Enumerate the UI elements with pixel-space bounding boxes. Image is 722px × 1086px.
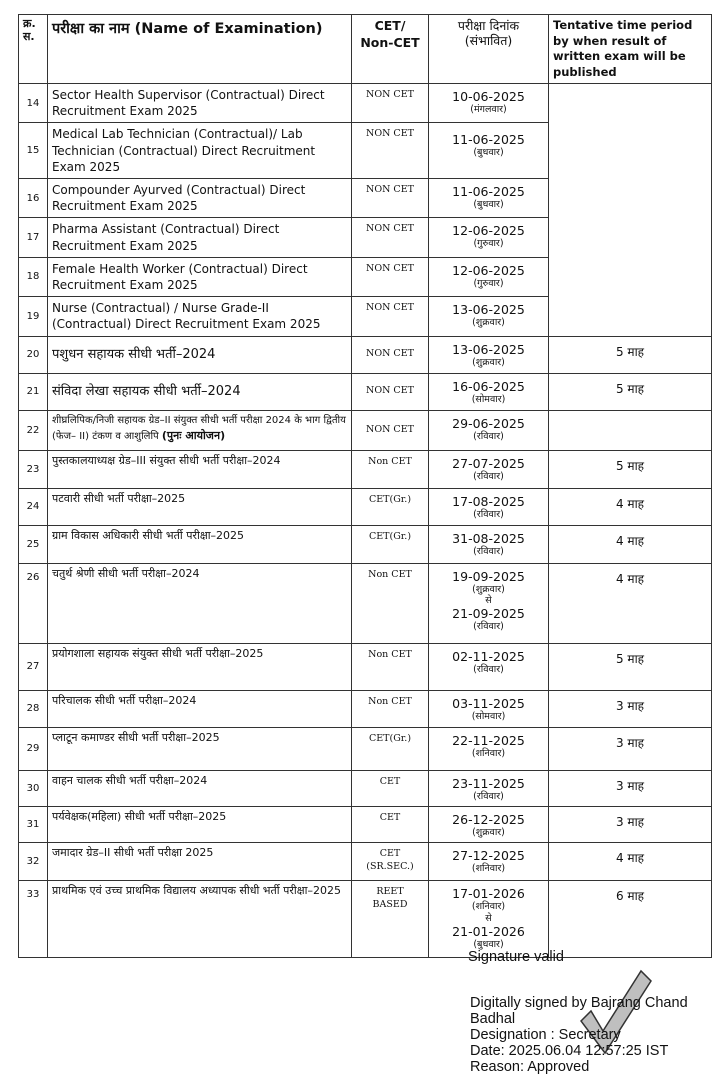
header-date-line2: (संभावित) xyxy=(464,33,513,48)
row-day: (शनिवार) xyxy=(471,747,506,759)
digital-signature-block xyxy=(470,945,720,1080)
row-date: 10-06-2025 xyxy=(452,89,525,105)
row-category: NON CET xyxy=(352,410,429,450)
signature-details xyxy=(470,995,688,1075)
row-result-time: 4 माह xyxy=(549,563,712,643)
row-exam-name: Sector Health Supervisor (Contractual) Direct Recruitment Exam 2025 xyxy=(48,84,352,123)
row-category: NON CET xyxy=(352,297,429,336)
table-row xyxy=(19,806,712,842)
row-exam-date xyxy=(429,690,549,727)
row-exam-name: Pharma Assistant (Contractual) Direct Recruitment Exam 2025 xyxy=(48,218,352,257)
row-exam-date xyxy=(429,257,549,296)
row-exam-name: Nurse (Contractual) / Nurse Grade-II (Contractual) Direct Recruitment Exam 2025 xyxy=(48,297,352,336)
table-row xyxy=(19,770,712,806)
reason-line: Reason: Approved xyxy=(470,1059,590,1075)
row-exam-date xyxy=(429,218,549,257)
row-day: (बुधवार) xyxy=(473,199,504,210)
row-result-time: 4 माह xyxy=(549,843,712,881)
designation-line: Designation : Secretary xyxy=(470,1027,621,1043)
row-exam-date xyxy=(429,373,549,410)
table-row xyxy=(19,336,712,373)
table-row xyxy=(19,843,712,881)
row-date-separator: से xyxy=(485,594,492,606)
row-category: CET(Gr.) xyxy=(352,727,429,770)
row-exam-name: पशुधन सहायक सीधी भर्ती–2024 xyxy=(48,336,352,373)
row-result-time: 5 माह xyxy=(549,336,712,373)
row-date-end: 21-09-2025 xyxy=(452,606,525,622)
row-result-time: 4 माह xyxy=(549,488,712,525)
row-day: (सोमवार) xyxy=(471,393,506,405)
row-category xyxy=(352,881,429,958)
table-row xyxy=(19,690,712,727)
row-category: CET(Gr.) xyxy=(352,488,429,525)
row-serial-number: 16 xyxy=(19,179,48,218)
row-exam-date xyxy=(429,643,549,690)
row-exam-name-text: शीघ्रलिपिक/निजी सहायक ग्रेड–II संयुक्त सीधी भर्ती परीक्षा 2024 के भाग द्वितीय (फेज– II) टंकण व आशुलिपि xyxy=(52,414,346,442)
row-day: (शुक्रवार) xyxy=(472,356,505,368)
row-exam-date xyxy=(429,297,549,336)
row-day: (रविवार) xyxy=(473,508,504,520)
row-serial-number: 29 xyxy=(19,727,48,770)
row-exam-date xyxy=(429,770,549,806)
row-day: (शुक्रवार) xyxy=(472,826,505,838)
table-row xyxy=(19,643,712,690)
exam-schedule-table xyxy=(18,14,712,958)
row-day-end: (बुधवार) xyxy=(473,938,504,950)
date-line: Date: 2025.06.04 12:57:25 IST xyxy=(470,1043,669,1059)
header-category xyxy=(352,15,429,84)
row-category-line2: BASED xyxy=(372,898,408,910)
row-result-time-empty xyxy=(549,84,712,336)
row-exam-date xyxy=(429,843,549,881)
row-day: (मंगलवार) xyxy=(470,104,507,116)
row-exam-date xyxy=(429,84,549,123)
header-exam-date xyxy=(429,15,549,84)
row-exam-date xyxy=(429,727,549,770)
row-date: 27-12-2025 xyxy=(452,848,525,864)
row-date: 23-11-2025 xyxy=(452,775,525,791)
row-result-time-empty xyxy=(549,410,712,450)
row-serial-number: 19 xyxy=(19,297,48,336)
row-category: CET xyxy=(352,770,429,806)
row-exam-name: प्लाटून कमाण्डर सीधी भर्ती परीक्षा–2025 xyxy=(48,727,352,770)
row-category: CET(Gr.) xyxy=(352,525,429,563)
row-exam-date xyxy=(429,410,549,450)
row-date: 19-09-2025 xyxy=(452,568,525,584)
row-category: NON CET xyxy=(352,373,429,410)
row-date: 22-11-2025 xyxy=(452,732,525,748)
row-day: (रविवार) xyxy=(473,790,504,802)
row-day: (रविवार) xyxy=(473,470,504,482)
row-exam-name: जमादार ग्रेड–II सीधी भर्ती परीक्षा 2025 xyxy=(48,843,352,881)
table-row xyxy=(19,727,712,770)
row-result-time: 3 माह xyxy=(549,806,712,842)
header-exam-name: परीक्षा का नाम (Name of Examination) xyxy=(48,15,352,84)
row-result-time: 5 माह xyxy=(549,643,712,690)
row-category: NON CET xyxy=(352,179,429,218)
row-date: 29-06-2025 xyxy=(452,415,525,431)
row-serial-number: 33 xyxy=(19,881,48,958)
row-exam-name: पुस्तकालयाध्यक्ष ग्रेड–III संयुक्त सीधी भर्ती परीक्षा–2024 xyxy=(48,450,352,488)
row-date: 13-06-2025 xyxy=(452,302,525,318)
row-exam-name: प्राथमिक एवं उच्च प्राथमिक विद्यालय अध्यापक सीधी भर्ती परीक्षा–2025 xyxy=(48,881,352,958)
row-date: 12-06-2025 xyxy=(452,262,525,278)
signed-by-line: Digitally signed by Bajrang Chand xyxy=(470,995,688,1011)
row-exam-date xyxy=(429,525,549,563)
signature-status: Signature valid xyxy=(468,949,564,965)
table-row xyxy=(19,525,712,563)
row-day: (शुक्रवार) xyxy=(472,583,505,595)
row-day: (रविवार) xyxy=(473,545,504,557)
row-serial-number: 31 xyxy=(19,806,48,842)
row-category xyxy=(352,843,429,881)
row-category: Non CET xyxy=(352,563,429,643)
table-header-row xyxy=(19,15,712,84)
row-serial-number: 30 xyxy=(19,770,48,806)
row-category: NON CET xyxy=(352,257,429,296)
row-serial-number: 15 xyxy=(19,123,48,179)
row-date-separator: से xyxy=(485,912,492,924)
row-serial-number: 14 xyxy=(19,84,48,123)
header-category-line1: CET/ xyxy=(374,18,406,33)
row-serial-number: 28 xyxy=(19,690,48,727)
row-day: (सोमवार) xyxy=(471,710,506,722)
row-serial-number: 26 xyxy=(19,563,48,643)
row-date: 31-08-2025 xyxy=(452,530,525,546)
row-day: (शुक्रवार) xyxy=(472,317,505,329)
row-exam-name: पर्यवेक्षक(महिला) सीधी भर्ती परीक्षा–2025 xyxy=(48,806,352,842)
row-exam-name: प्रयोगशाला सहायक संयुक्त सीधी भर्ती परीक्षा–2025 xyxy=(48,643,352,690)
row-result-time: 5 माह xyxy=(549,450,712,488)
row-serial-number: 21 xyxy=(19,373,48,410)
table-row xyxy=(19,410,712,450)
row-exam-name: ग्राम विकास अधिकारी सीधी भर्ती परीक्षा–2025 xyxy=(48,525,352,563)
row-category: Non CET xyxy=(352,643,429,690)
row-day: (बुधवार) xyxy=(473,147,504,159)
row-exam-name: Medical Lab Technician (Contractual)/ Lab Technician (Contractual) Direct Recruitment Exam 2025 xyxy=(48,123,352,179)
row-serial-number: 27 xyxy=(19,643,48,690)
row-date: 13-06-2025 xyxy=(452,341,525,357)
row-serial-number: 23 xyxy=(19,450,48,488)
row-result-time: 3 माह xyxy=(549,770,712,806)
row-category-line1: REET xyxy=(376,886,404,898)
row-serial-number: 17 xyxy=(19,218,48,257)
row-exam-date xyxy=(429,806,549,842)
row-exam-date xyxy=(429,450,549,488)
row-category-line1: CET xyxy=(379,848,401,860)
row-result-time: 6 माह xyxy=(549,881,712,958)
row-serial-number: 24 xyxy=(19,488,48,525)
row-category: NON CET xyxy=(352,123,429,179)
row-date: 17-01-2026 xyxy=(452,886,525,902)
table-row xyxy=(19,563,712,643)
row-date: 16-06-2025 xyxy=(452,378,525,394)
row-category: CET xyxy=(352,806,429,842)
row-day: (गुरुवार) xyxy=(473,277,504,289)
row-category: NON CET xyxy=(352,218,429,257)
row-exam-name: पटवारी सीधी भर्ती परीक्षा–2025 xyxy=(48,488,352,525)
row-serial-number: 20 xyxy=(19,336,48,373)
row-day: (गुरुवार) xyxy=(473,238,504,250)
header-category-line2: Non-CET xyxy=(360,34,420,50)
row-exam-date xyxy=(429,123,549,179)
row-date: 27-07-2025 xyxy=(452,455,525,471)
row-day: (रविवार) xyxy=(473,663,504,675)
row-serial-number: 25 xyxy=(19,525,48,563)
row-exam-name-bold: (पुनः आयोजन) xyxy=(161,428,226,442)
row-exam-name: संविदा लेखा सहायक सीधी भर्ती–2024 xyxy=(48,373,352,410)
row-result-time: 3 माह xyxy=(549,690,712,727)
table-row xyxy=(19,450,712,488)
signed-by-line-cont: Badhal xyxy=(470,1011,516,1027)
row-exam-date xyxy=(429,336,549,373)
row-category: Non CET xyxy=(352,450,429,488)
row-date: 11-06-2025 xyxy=(452,184,525,199)
row-category: NON CET xyxy=(352,336,429,373)
row-exam-name: Compounder Ayurved (Contractual) Direct Recruitment Exam 2025 xyxy=(48,179,352,218)
row-exam-name: चतुर्थ श्रेणी सीधी भर्ती परीक्षा–2024 xyxy=(48,563,352,643)
row-day: (शनिवार) xyxy=(471,901,506,913)
row-exam-name: परिचालक सीधी भर्ती परीक्षा–2024 xyxy=(48,690,352,727)
row-result-time: 4 माह xyxy=(549,525,712,563)
table-row xyxy=(19,488,712,525)
row-date-end: 21-01-2026 xyxy=(452,923,525,939)
header-serial-number: क्र. स. xyxy=(19,15,48,84)
row-exam-name: वाहन चालक सीधी भर्ती परीक्षा–2024 xyxy=(48,770,352,806)
row-category: Non CET xyxy=(352,690,429,727)
row-date: 11-06-2025 xyxy=(452,132,525,148)
row-exam-date xyxy=(429,488,549,525)
row-exam-name: Female Health Worker (Contractual) Direct Recruitment Exam 2025 xyxy=(48,257,352,296)
row-exam-date xyxy=(429,563,549,643)
row-serial-number: 32 xyxy=(19,843,48,881)
row-date: 17-08-2025 xyxy=(452,493,525,509)
row-date: 02-11-2025 xyxy=(452,648,525,664)
table-row xyxy=(19,373,712,410)
row-result-time: 5 माह xyxy=(549,373,712,410)
row-exam-name xyxy=(48,410,352,450)
table-row xyxy=(19,84,712,123)
row-date: 26-12-2025 xyxy=(452,811,525,827)
row-category-line2: (SR.SEC.) xyxy=(366,860,414,872)
row-result-time: 3 माह xyxy=(549,727,712,770)
row-exam-date xyxy=(429,179,549,218)
row-serial-number: 18 xyxy=(19,257,48,296)
header-result-time: Tentative time period by when result of written exam will be published xyxy=(549,15,712,84)
row-date: 12-06-2025 xyxy=(452,223,525,239)
row-day: (रविवार) xyxy=(473,430,504,442)
row-day-end: (रविवार) xyxy=(473,621,504,633)
row-category: NON CET xyxy=(352,84,429,123)
row-day: (शनिवार) xyxy=(471,863,506,875)
row-serial-number: 22 xyxy=(19,410,48,450)
header-date-line1: परीक्षा दिनांक xyxy=(457,18,520,33)
row-date: 03-11-2025 xyxy=(452,695,525,711)
